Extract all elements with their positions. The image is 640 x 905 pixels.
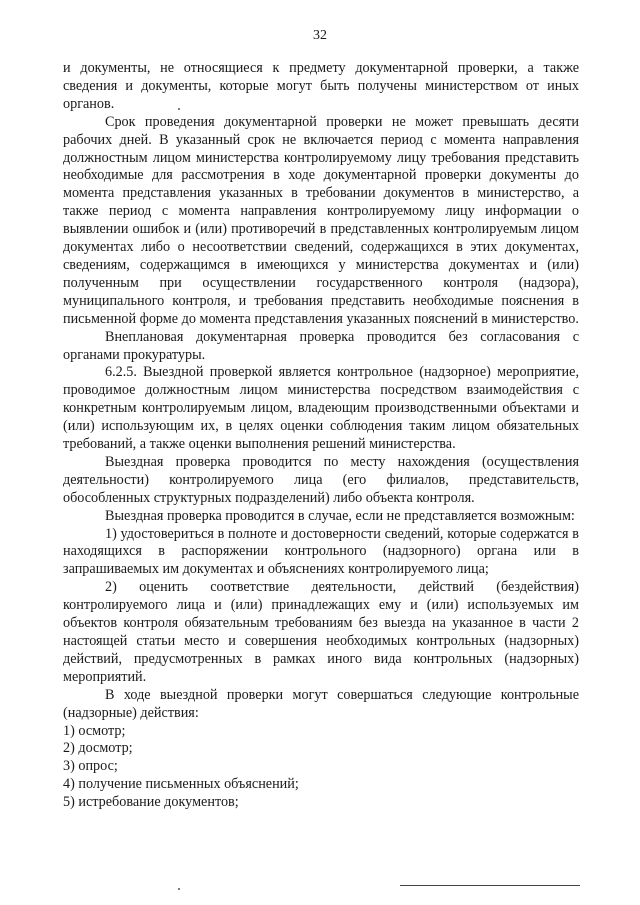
scan-speck [178,108,180,110]
paragraph: Срок проведения документарной проверки не может превышать десяти рабочих дней. В указанный срок не включается период с момента направления должностным лицом министерства контролируемому лицу требования представить необходимые для рассмотрения в ходе документарной проверки документы до момента представления указанных в требовании документов в министерство, а также период с момента направления контролируемому лицу информации о выявлении ошибок и (или) противоречий в представленных контролируемым лицом документах либо о несоответствии сведений, содержащихся в этих документах, сведениям, содержащимся в имеющихся у министерства документах и (или) полученным при осуществлении государственного контроля (надзора), муниципального контроля, и требования представить необходимые пояснения в письменной форме до момента представления указанных пояснений в министерство. [63,113,579,327]
paragraph: В ходе выездной проверки могут совершаться следующие контрольные (надзорные) действия: [63,686,579,721]
paragraph: 6.2.5. Выездной проверкой является контрольное (надзорное) мероприятие, проводимое должностным лицом министерства посредством взаимодействия с конкретным контролируемым лицом, владеющим производственными объектами и (или) использующим их, в целях оценки соблюдения таким лицом обязательных требований, а также оценки выполнения решений министерства. [63,364,579,453]
paragraph: Выездная проверка проводится по месту нахождения (осуществления деятельности) контролируемого лица (его филиалов, представительств, обособленных структурных подразделений) либо объекта контроля. [63,453,579,506]
action-item: 3) опрос; [63,758,118,775]
paragraph: Выездная проверка проводится в случае, если не представляется возможным: [105,507,575,524]
action-item: 5) истребование документов; [63,794,239,811]
list-item: 2) оценить соответствие деятельности, действий (бездействия) контролируемого лица и (или) принадлежащих ему и (или) используемых им объектов контроля обязательным требованиям без выезда на указанное в части 2 настоящей статьи место и совершения необходимых контрольных (надзорных) действий, предусмотренных в рамках иного вида контрольных (надзорных) мероприятий. [63,579,579,685]
footer-rule [400,885,580,886]
action-item: 1) осмотр; [63,722,126,739]
paragraph: и документы, не относящиеся к предмету документарной проверки, а также сведения и документы, которые могут быть получены министерством от иных органов. [63,60,579,112]
document-body [63,60,579,812]
paragraph: Внеплановая документарная проверка проводится без согласования с органами прокуратуры. [63,328,579,363]
scan-speck [178,888,180,890]
action-item: 2) досмотр; [63,740,133,757]
page-number: 32 [313,28,327,43]
list-item: 1) удостовериться в полноте и достоверности сведений, которые содержатся в находящихся в распоряжении контрольного (надзорного) органа или в запрашиваемых им документах и объяснениях контролируемого лица; [63,525,579,578]
action-item: 4) получение письменных объяснений; [63,776,299,793]
